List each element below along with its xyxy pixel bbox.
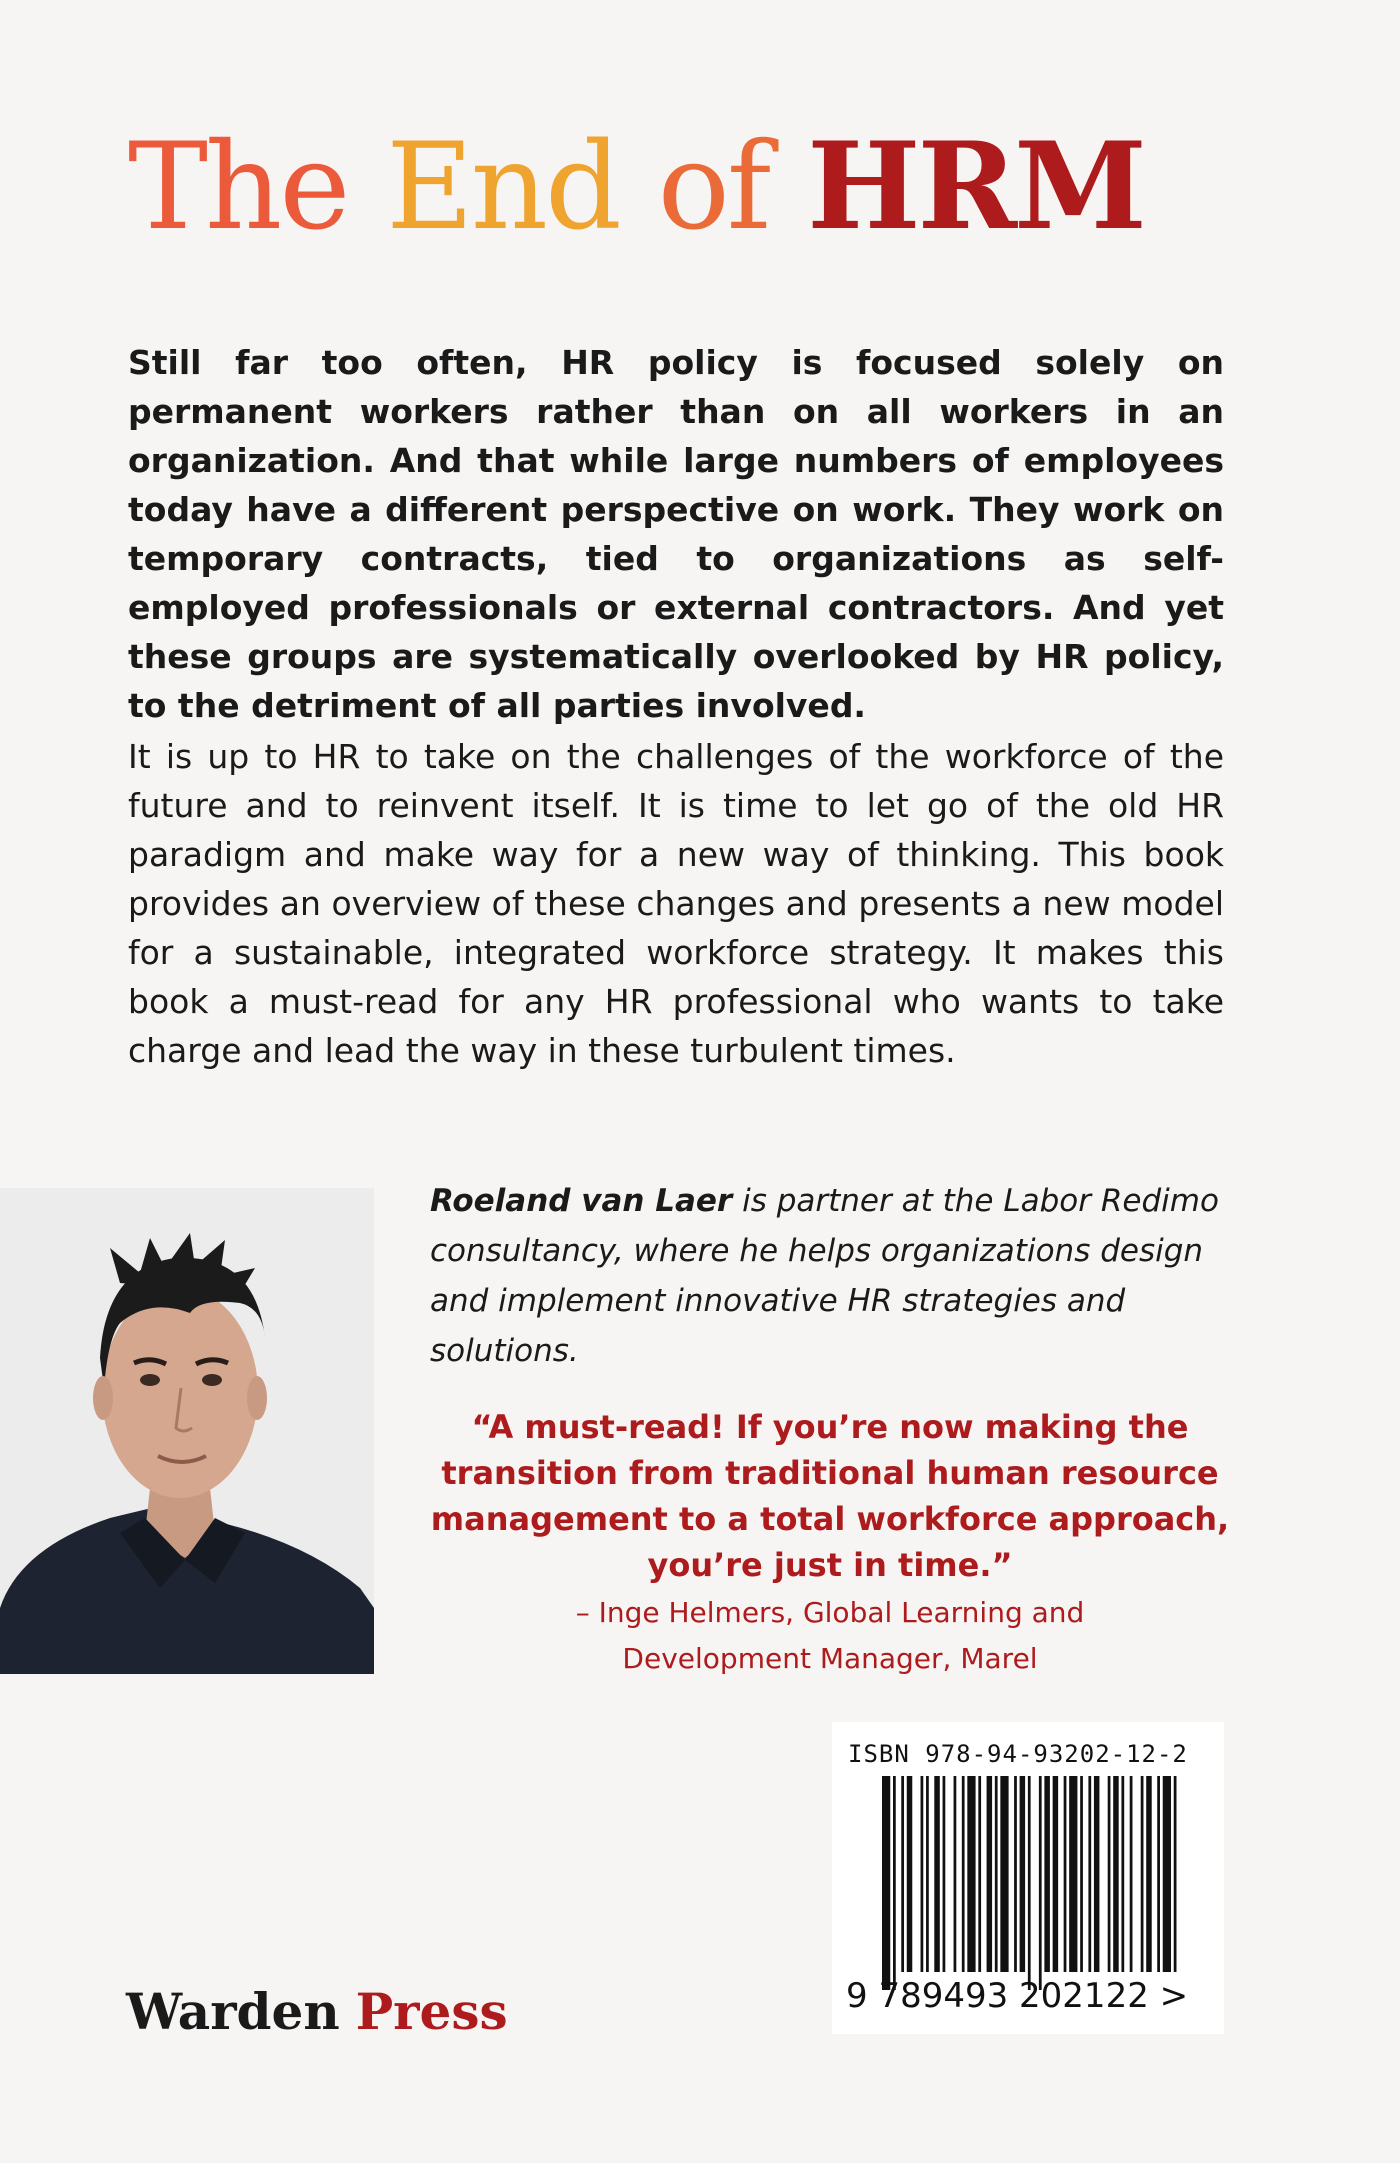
barcode-bars [882,1776,1182,1990]
blurb-paragraph-regular: It is up to HR to take on the challenges of the workforce of the future and to reinvent itself. It is time to let go of the old HR paradigm and make way for a new way of thinking. This book provides an overview of these changes and presents a new model for a sustainable, integrated workforce strategy. It makes this book a must-read for any HR professional who wants to take charge and lead the way in these turbulent times. [128,737,1224,1070]
author-name: Roeland van Laer [430,1183,733,1219]
barcode-bar [921,1776,924,1972]
barcode-bar [1080,1776,1083,1972]
title-word-of: of [657,118,769,257]
barcode-bar [954,1776,957,1972]
barcode-bar [907,1776,913,1972]
barcode-bar [1113,1776,1119,1972]
barcode-bar [1157,1776,1160,1972]
barcode-bar [1020,1776,1026,1972]
barcode-bar [1014,1776,1017,1972]
barcode-bar [1094,1776,1100,1972]
barcode-bar [1174,1776,1177,1972]
barcode-bar [1088,1776,1091,1972]
barcode-bar [1053,1776,1059,1972]
barcode-bar [1069,1776,1077,1972]
isbn-barcode [832,1722,1224,2034]
barcode-bar [882,1776,890,1990]
publisher-name-part1: Warden [126,1982,340,2041]
barcode-bar [978,1776,981,1972]
quote-attribution-line2: Development Manager, Marel [622,1642,1038,1675]
barcode-bar [1064,1776,1067,1972]
author-photo [0,1188,374,1674]
blurb-paragraph-bold: Still far too often, HR policy is focused solely on permanent workers rather than on all workers in an organization. And that while large numbers of employees today have a different perspective on work. They work on temporary contracts, tied to organizations as self-employed professionals or external contractors. And yet these groups are systematically overlooked by HR policy, to the detriment of all parties involved. [128,343,1224,725]
barcode-bar [995,1776,998,1972]
title-word-the: The [128,118,348,257]
author-bio-text: is partner at the Labor Redimo consultancy, where he helps organizations design and implement innovative HR strategies and solutions. [430,1183,1219,1369]
barcode-bar [1108,1776,1111,1972]
isbn-label: ISBN 978-94-93202-12-2 [848,1740,1188,1768]
barcode-bar [967,1776,975,1972]
quote-attribution-line1: – Inge Helmers, Global Learning and [575,1596,1085,1629]
author-bio [430,1176,1224,1376]
barcode-bar [893,1776,896,1990]
barcode-bar [934,1776,940,1972]
publisher-name-part2: Press [355,1982,508,2041]
title-word-hrm: HRM [807,116,1144,257]
barcode-bar [962,1776,965,1972]
barcode-bar [1121,1776,1124,1972]
barcode-bar [1028,1776,1031,1990]
title-word-end: End [386,118,619,257]
barcode-bar [987,1776,993,1972]
barcode-bar [1146,1776,1152,1972]
barcode-bar [1039,1776,1042,1990]
barcode-bar [901,1776,904,1972]
endorsement-quote [400,1404,1260,1682]
publisher-logo [126,1980,508,2044]
barcode-bar [926,1776,929,1972]
barcode-bar [943,1776,946,1972]
barcode-bar [1141,1776,1144,1972]
barcode-bar [1130,1776,1133,1972]
barcode-bar [1163,1776,1171,1972]
barcode-bar [1044,1776,1050,1972]
book-title [128,112,1144,263]
barcode-digits: 9 789493 202122 > [846,1976,1189,2016]
barcode-bar [1000,1776,1008,1972]
quote-text: “A must-read! If you’re now making the transition from traditional human resource management to a total workforce approach, you’re just in time.” [430,1408,1230,1584]
